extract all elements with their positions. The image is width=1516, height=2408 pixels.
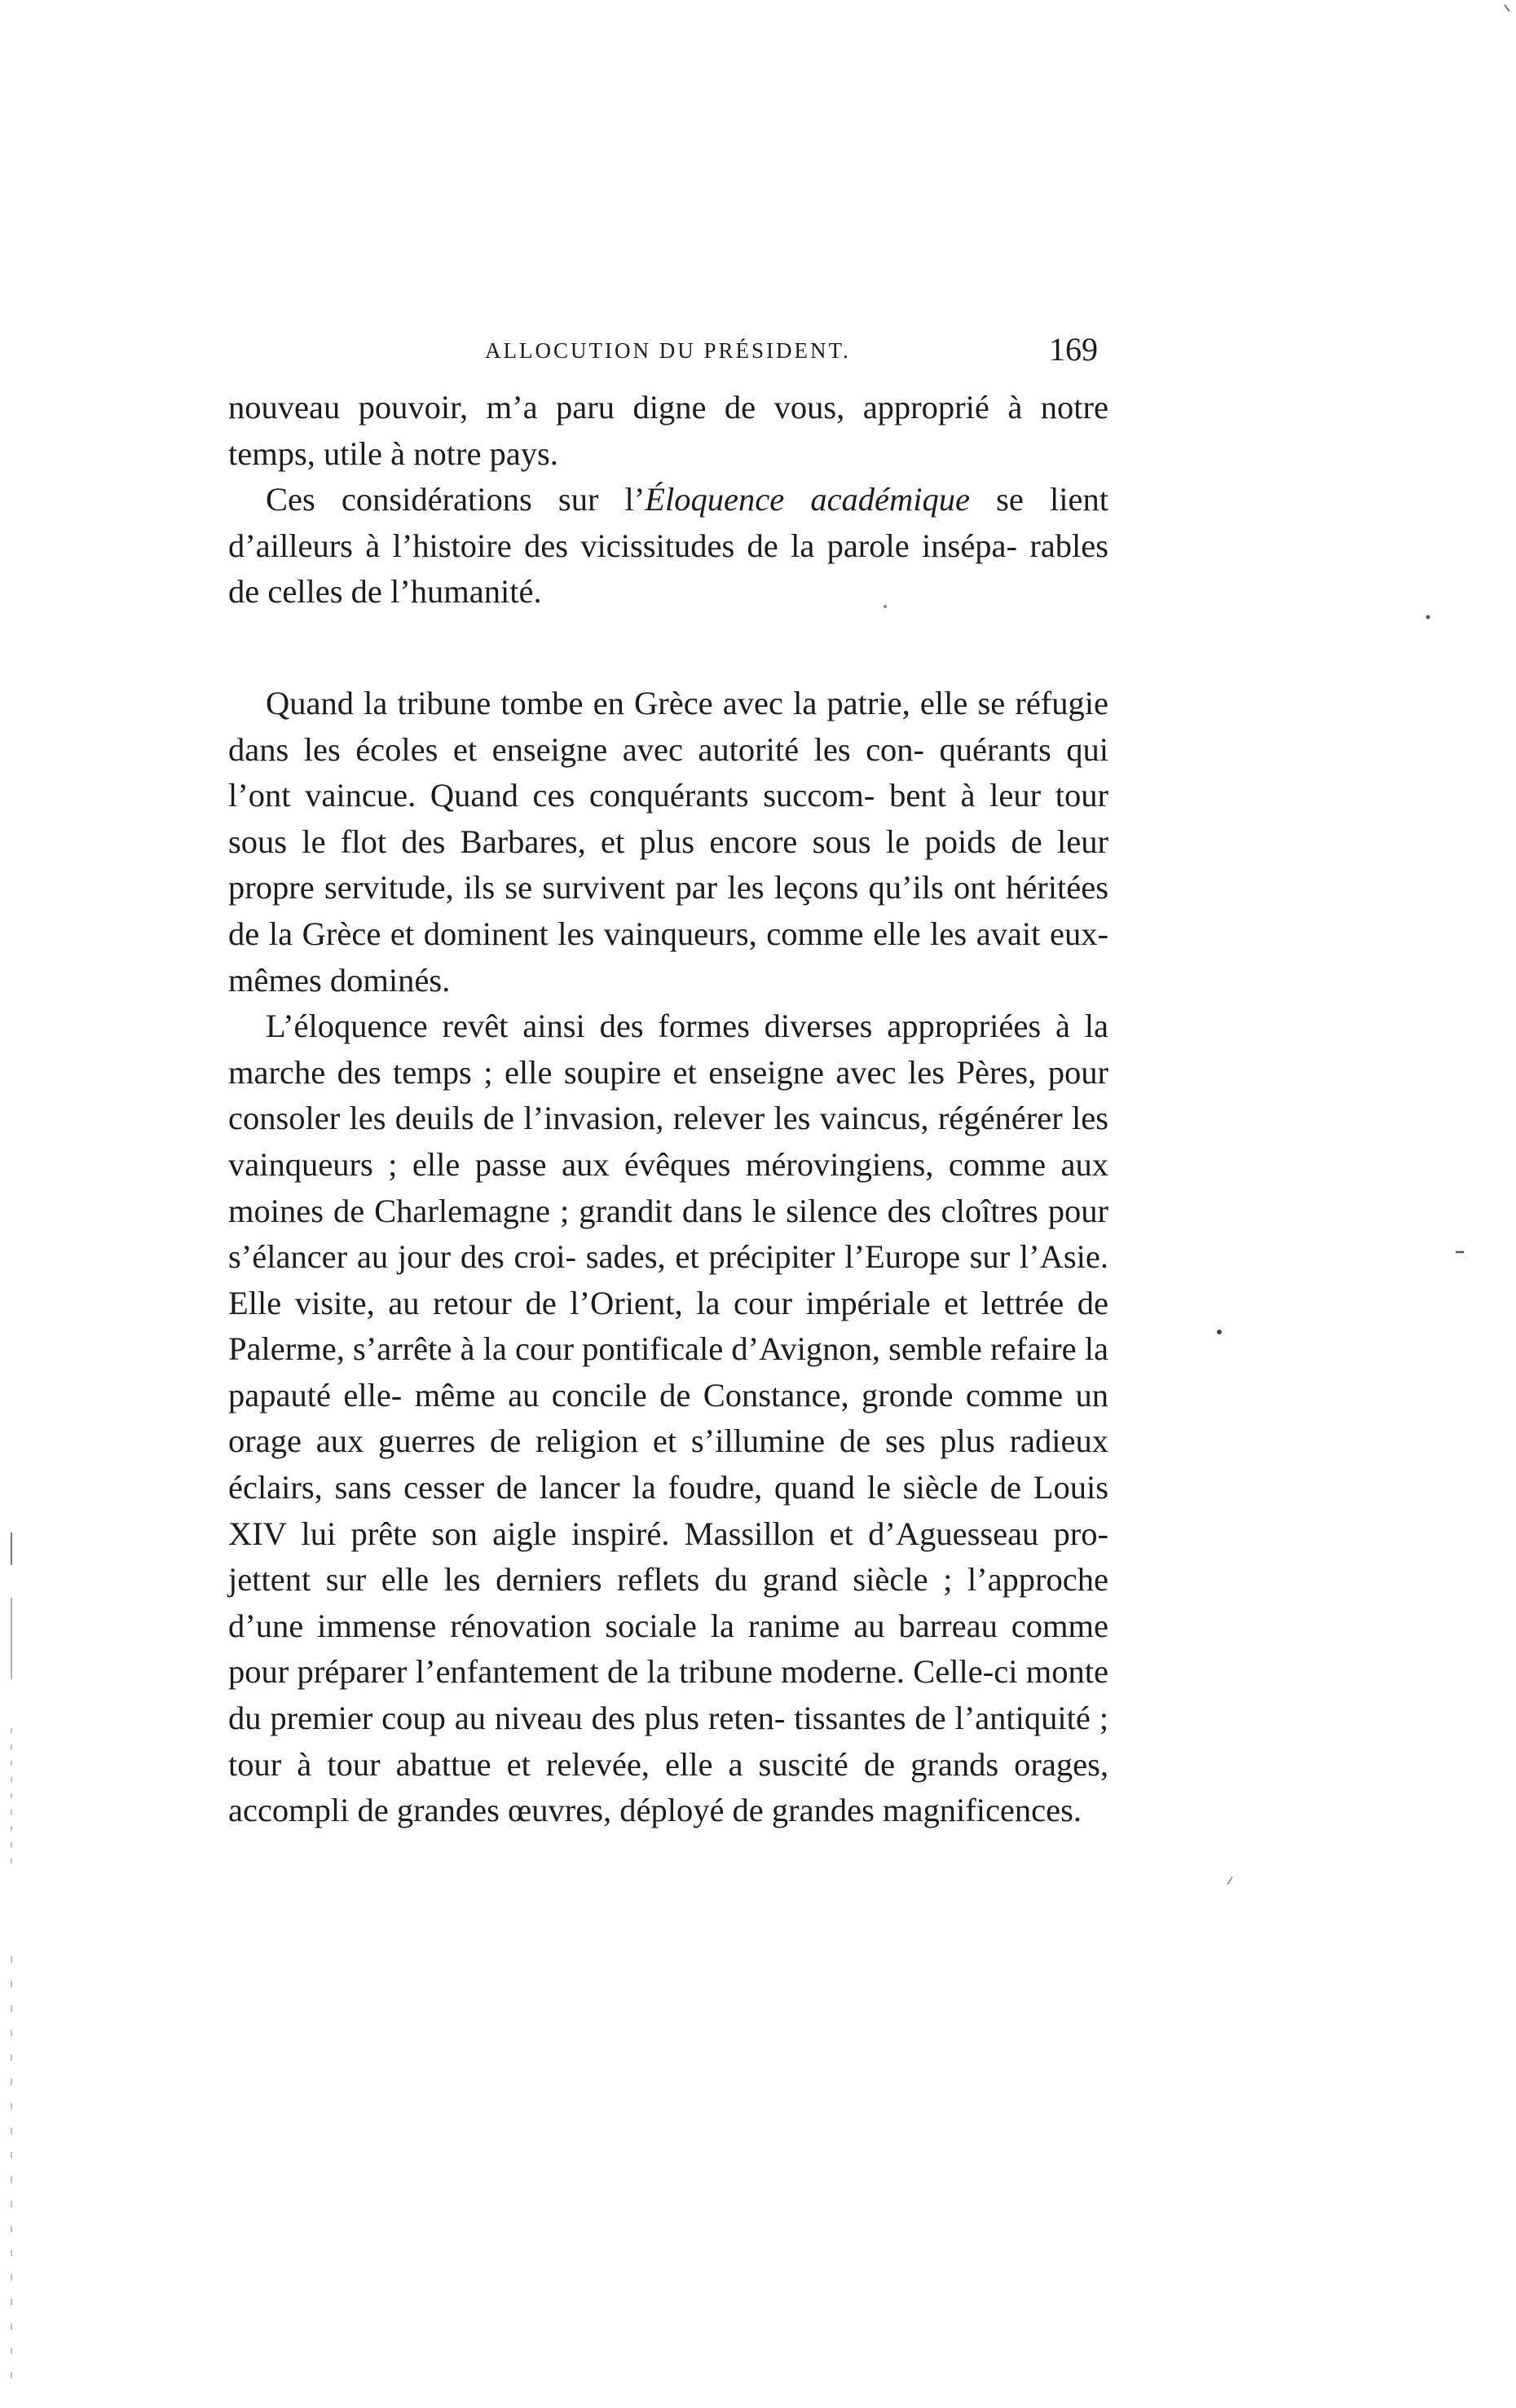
text-line: lui prête son aigle inspiré. Massillon et d’Aguesseau pro- xyxy=(301,1515,1108,1552)
text-line: sous le poids de leur propre servitude, ils se survivent par xyxy=(228,823,1108,906)
running-title: ALLOCUTION DU PRÉSIDENT. xyxy=(485,338,851,363)
text-line: à la marche des temps ; elle soupire et enseigne avec les xyxy=(228,1008,1108,1091)
text-line: nouveau pouvoir, m’a paru digne de vous, approprié à notre xyxy=(228,389,1108,426)
text-line: même au concile de Constance, gronde comme un orage aux xyxy=(228,1376,1108,1460)
text-line: L’éloquence revêt ainsi des formes diverses appropriées xyxy=(266,1008,1042,1045)
paragraph-continuation xyxy=(228,385,1108,477)
text-line: Ces considérations sur l’ xyxy=(266,481,646,518)
text-line: vaincus, régénérer les vainqueurs ; elle passe aux évêques xyxy=(228,1100,1108,1183)
text-line: Celle-ci monte du premier coup au niveau des plus reten- xyxy=(228,1653,1109,1737)
text-line: guerres de religion et s’illumine de ses plus radieux éclairs, xyxy=(228,1422,1109,1506)
text-line: temps, utile à notre pays. xyxy=(228,434,558,472)
text-line: les leçons qu’ils ont héritées de la Grèce et dominent les xyxy=(228,869,1109,952)
text-line: jettent sur elle les derniers reflets du grand siècle ; l’approche xyxy=(228,1561,1108,1599)
page-header xyxy=(485,330,1104,379)
text-line: réfugie dans les écoles et enseigne avec autorité les con- xyxy=(228,684,1109,768)
text-line: dans le silence des cloîtres pour s’élancer au jour des croi- xyxy=(228,1192,1109,1276)
text-line: bent à leur tour sous le flot des Barbares, et plus encore xyxy=(228,777,1108,860)
text-line: tissantes de l’antiquité ; tour à tour abattue et relevée, elle a xyxy=(228,1700,1109,1783)
text-line: déployé de grandes magnificences. xyxy=(619,1792,1082,1829)
text-line: à la cour pontificale d’Avignon, semble refaire la papauté elle- xyxy=(228,1330,1108,1413)
text-line: se lient xyxy=(970,481,1108,518)
scan-speck xyxy=(1227,1877,1232,1885)
paragraph xyxy=(228,1003,1108,1834)
text-line: sades, et précipiter l’Europe sur l’Asie. Elle visite, au retour xyxy=(228,1238,1109,1321)
text-line: sans cesser de lancer la foudre, quand le siècle de Louis XIV xyxy=(228,1469,1108,1552)
text-line: rables de celles de l’humanité. xyxy=(228,527,1109,611)
page-number: 169 xyxy=(1049,331,1098,368)
scan-speck xyxy=(1505,5,1509,11)
scan-speck xyxy=(1217,1330,1222,1334)
text-line: de l’Orient, la cour impériale et lettrée de Palerme, s’arrête xyxy=(228,1284,1109,1368)
body-text xyxy=(228,385,1108,1834)
text-line: quérants qui l’ont vaincue. Quand ces conquérants succom- xyxy=(228,730,1108,814)
text-line: suscité de grands orages, accompli de grandes œuvres, xyxy=(228,1745,1108,1829)
text-line: Pères, pour consoler les deuils de l’invasion, relever les xyxy=(228,1053,1108,1137)
text-line: mérovingiens, comme aux moines de Charlemagne ; grandit xyxy=(228,1145,1108,1229)
text-line: comme pour préparer l’enfantement de la tribune moderne. xyxy=(228,1607,1109,1691)
scan-speck xyxy=(1426,615,1430,620)
text-line: Quand la tribune tombe en Grèce avec la patrie, elle se xyxy=(266,684,1006,721)
text-line: d’une immense rénovation sociale la ranime au barreau xyxy=(228,1607,998,1644)
text-line: vainqueurs, comme elle les avait eux-mêmes dominés. xyxy=(228,915,1108,999)
paragraph xyxy=(228,477,1108,615)
text-line: d’ailleurs à l’histoire des vicissitudes de la parole insépa- xyxy=(228,527,1018,564)
italic-title: Éloquence académique xyxy=(645,481,971,518)
paragraph xyxy=(228,681,1108,1003)
